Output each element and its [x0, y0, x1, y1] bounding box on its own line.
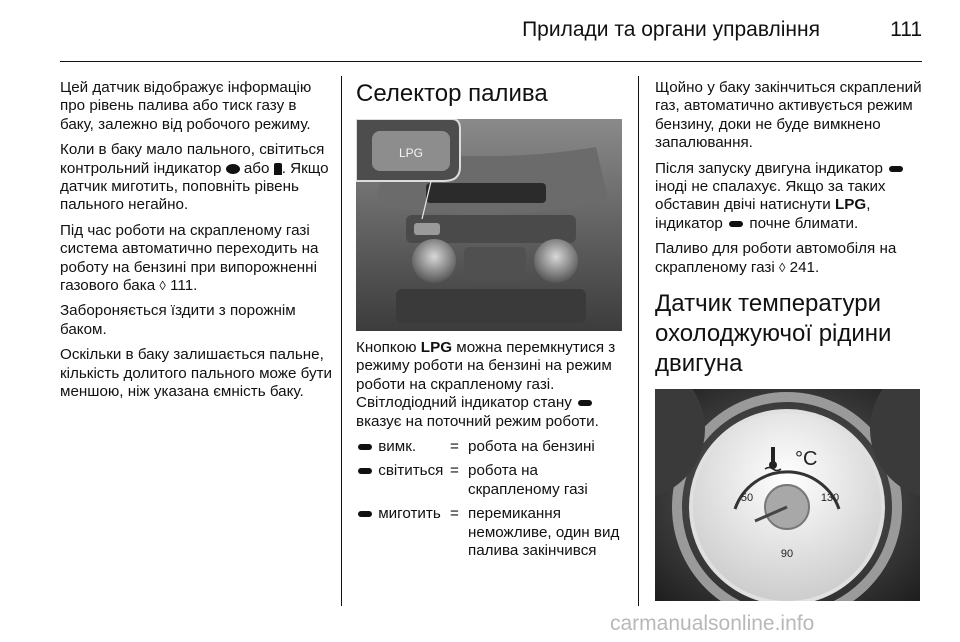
page-ref-icon: ◊ [159, 278, 166, 294]
mode-row [356, 505, 624, 566]
lpg-fuel-text: Паливо для роботи автомобіля на скрапленому газі [655, 240, 897, 276]
watermark: carmanualsonline.info [610, 612, 815, 635]
paragraph-fuel-gauge-info: Цей датчик відображує інформацію про рівень палива або тиск газу в баку, залежно від робочого режиму. [60, 79, 312, 133]
paragraph-lpg-button [356, 339, 624, 431]
mode-meaning: робота на скрапленому газі [468, 462, 588, 498]
status-led-icon [358, 468, 372, 474]
paragraph-after-start [655, 160, 923, 234]
column-2 [356, 79, 624, 566]
left-control-knob [412, 239, 456, 283]
page-ref-icon: ◊ [778, 259, 786, 275]
column-divider-left [341, 76, 342, 606]
low-fuel-text-b: або [243, 159, 270, 177]
low-fuel-indicator-icon [226, 164, 240, 174]
fuel-selector-photo [356, 119, 622, 331]
paragraph-auto-switch [60, 222, 332, 296]
paragraph-low-fuel [60, 141, 332, 215]
mode-state: миготить [378, 505, 441, 523]
gauge-unit-label: °C [795, 448, 818, 471]
after-start-text-c: , індикатор [655, 196, 871, 232]
low-fuel-text-a: Коли в баку мало пального, світиться контрольний індикатор [60, 141, 325, 177]
status-led-icon [889, 166, 903, 172]
led-modes-table [356, 438, 624, 566]
paragraph-empty-tank-warning: Забороняється їздити з порожнім баком. [60, 302, 296, 338]
lpg-button-label: LPG [420, 339, 453, 356]
mode-row [356, 438, 624, 462]
lpg-button-text-a: Кнопкою [356, 339, 417, 356]
lpg-button-label: LPG [834, 196, 867, 214]
page-ref-241-link[interactable]: 241. [789, 258, 820, 276]
page-number: 111 [890, 18, 922, 41]
after-start-text-d: почне блимати. [749, 214, 859, 232]
gauge-tick-130: 130 [820, 492, 840, 505]
mode-meaning: перемикання неможливе, один вид палива закінчився [468, 505, 620, 560]
section-title-coolant-gauge: Датчик температури охолоджуючої рідини двигуна [655, 290, 892, 378]
lpg-tank-indicator-icon [274, 163, 282, 175]
status-led-icon [729, 221, 743, 227]
column-3 [655, 79, 923, 606]
gauge-tick-50: 50 [740, 492, 754, 505]
mode-meaning: робота на бензині [468, 438, 595, 456]
mode-equals: = [450, 438, 459, 456]
mode-state: вимк. [378, 438, 417, 456]
gauge-tick-90: 90 [780, 548, 794, 561]
auto-switch-text: Під час роботи на скрапленому газі система автоматично переходить на роботу на бензині при випорожненні газового бака [60, 221, 319, 295]
section-title-fuel-selector: Селектор палива [356, 80, 548, 107]
header-rule [60, 61, 922, 62]
status-led-icon [358, 444, 372, 450]
status-led-icon [358, 511, 372, 517]
svg-text:LPG: LPG [398, 146, 424, 160]
mode-row [356, 462, 624, 505]
paragraph-lpg-empty: Щойно у баку закінчиться скраплений газ, автоматично активується режим бензину, доки не буде вимкнено запалювання. [655, 79, 922, 152]
paragraph-lpg-fuel-ref [655, 240, 923, 277]
status-led-icon [578, 400, 592, 406]
mode-equals: = [450, 462, 459, 480]
lpg-button-zoom-inset [356, 119, 460, 181]
after-start-text-b: іноді не спалахує. Якщо за таких обставин двічі натиснути [655, 178, 886, 214]
coolant-temperature-gauge-photo [655, 389, 920, 601]
column-divider-right [638, 76, 639, 606]
lpg-button-text-b: можна перемкнутися з режиму роботи на бензині на режим роботи на скрапленому газі. Світлодіодний індикатор стану [356, 339, 616, 412]
running-header-title: Прилади та органи управління [522, 18, 820, 41]
lpg-button-text-c: вказує на поточний режим роботи. [356, 412, 599, 430]
lpg-button-small [414, 223, 440, 235]
page-ref-111-link[interactable]: 111. [170, 277, 198, 295]
column-1 [60, 79, 332, 409]
right-control-knob [534, 239, 578, 283]
low-fuel-text-c: . Якщо датчик миготить, поповніть рівень пального негайно. [60, 159, 329, 214]
mode-equals: = [450, 505, 459, 523]
paragraph-refill-capacity: Оскільки в баку залишається пальне, кількість долитого пального може бути меншою, ніж указана ємність баку. [60, 346, 333, 401]
mode-state: світиться [378, 462, 444, 480]
after-start-text-a: Після запуску двигуна індикатор [655, 159, 883, 177]
